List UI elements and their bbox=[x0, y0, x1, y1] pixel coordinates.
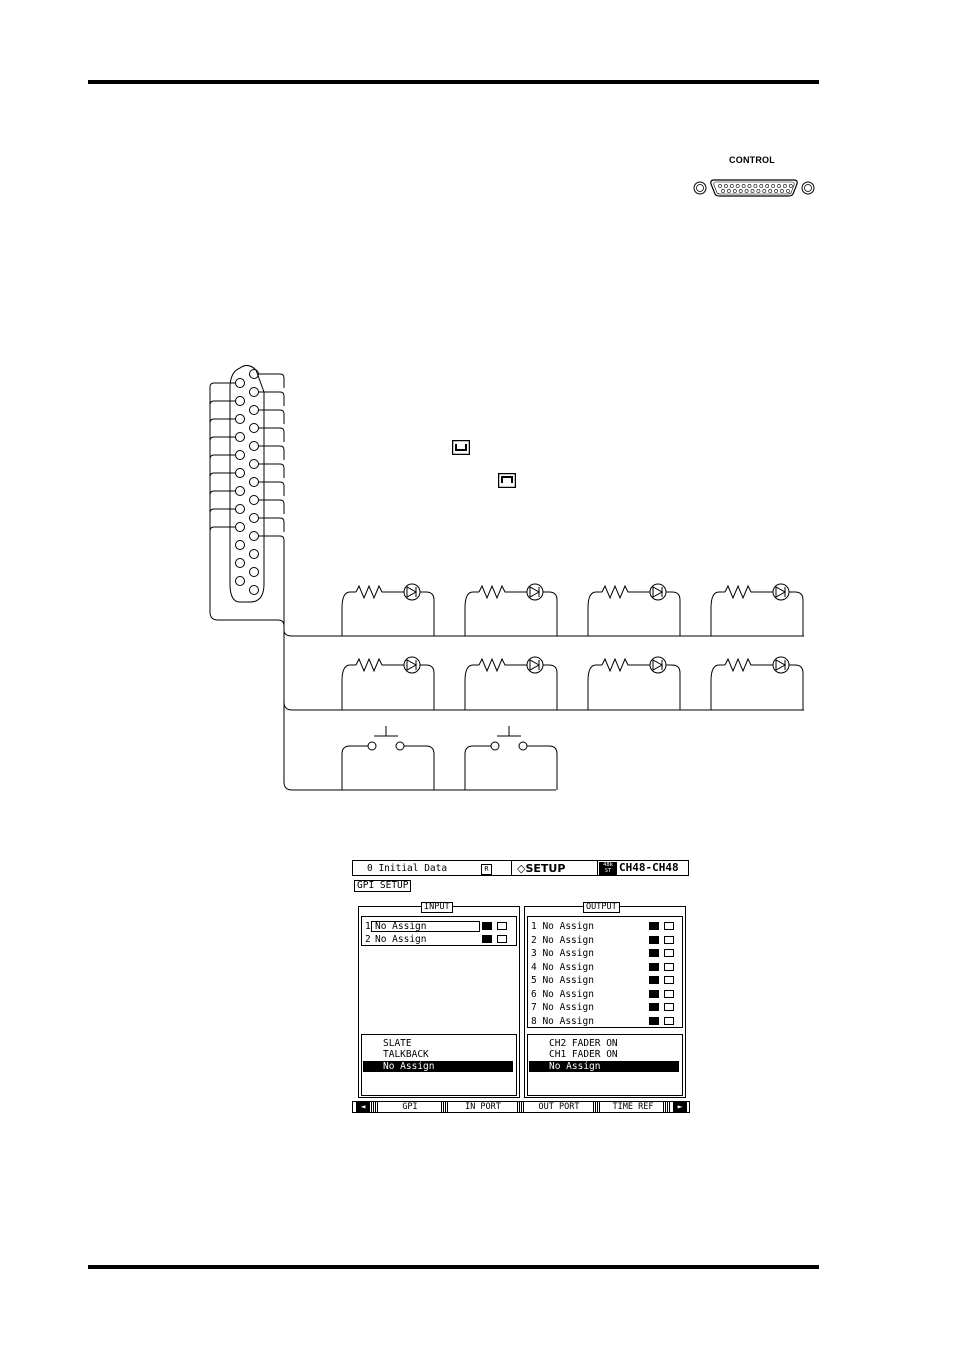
led-symbol bbox=[407, 587, 416, 597]
input-1-latch-icon[interactable] bbox=[482, 922, 492, 930]
pin-wire bbox=[259, 392, 285, 406]
input-1-polarity-icon[interactable] bbox=[497, 922, 507, 930]
tab-separator bbox=[441, 1102, 449, 1112]
connector-pin bbox=[236, 577, 245, 586]
output-row[interactable]: 2 No Assign bbox=[531, 934, 594, 946]
led-branch bbox=[420, 592, 434, 636]
connector-pin bbox=[236, 523, 245, 532]
switch-branch bbox=[465, 746, 491, 790]
led-symbol bbox=[404, 584, 420, 600]
pin-wire bbox=[259, 500, 285, 514]
r-mark: R bbox=[481, 864, 492, 875]
output-list-item-selected[interactable]: No Assign bbox=[529, 1061, 679, 1072]
resistor-symbol bbox=[602, 659, 650, 671]
connector-pin bbox=[236, 451, 245, 460]
output-row[interactable]: 6 No Assign bbox=[531, 988, 594, 1000]
connector-pin bbox=[775, 189, 778, 192]
output-pulse-low-icon[interactable] bbox=[664, 976, 674, 984]
led-symbol bbox=[527, 657, 543, 673]
output-row[interactable]: 8 No Assign bbox=[531, 1015, 594, 1027]
connector-pin bbox=[236, 541, 245, 550]
page-title: GPI SETUP bbox=[354, 880, 411, 892]
connector-pin bbox=[789, 184, 792, 187]
led-branch bbox=[543, 665, 557, 710]
led-symbol bbox=[653, 587, 662, 597]
led-branch bbox=[711, 665, 725, 710]
led-symbol bbox=[653, 660, 662, 670]
output-pulse-low-icon[interactable] bbox=[664, 1003, 674, 1011]
output-pulse-high-icon[interactable] bbox=[649, 1017, 659, 1025]
output-pulse-low-icon[interactable] bbox=[664, 949, 674, 957]
connector-pin bbox=[760, 184, 763, 187]
resistor-symbol bbox=[725, 586, 773, 598]
top-rule bbox=[88, 80, 819, 84]
connector-pin bbox=[250, 424, 259, 433]
bus-row-2 bbox=[284, 702, 804, 710]
connector-pin bbox=[751, 189, 754, 192]
connector-pin bbox=[763, 189, 766, 192]
led-symbol bbox=[650, 657, 666, 673]
pin-wire bbox=[210, 455, 236, 459]
led-branch bbox=[465, 665, 479, 710]
lcd-header bbox=[352, 860, 689, 876]
tab-separator bbox=[517, 1102, 525, 1112]
tab-in-port[interactable]: IN PORT bbox=[465, 1102, 501, 1112]
connector-pin bbox=[736, 184, 739, 187]
output-pulse-high-icon[interactable] bbox=[649, 936, 659, 944]
sample-rate-bottom: ST bbox=[604, 868, 612, 874]
input-2-latch-icon[interactable] bbox=[482, 935, 492, 943]
switch-branch bbox=[527, 746, 557, 790]
scene-name: 0 Initial Data bbox=[367, 863, 448, 874]
led-symbol bbox=[650, 584, 666, 600]
connector-pin bbox=[236, 379, 245, 388]
led-symbol bbox=[776, 660, 785, 670]
sample-rate-top: 48k bbox=[603, 862, 613, 868]
connector-pin bbox=[250, 406, 259, 415]
tab-bar bbox=[352, 1101, 690, 1113]
bottom-rule bbox=[88, 1265, 819, 1269]
led-branch bbox=[666, 665, 680, 710]
led-branch bbox=[588, 592, 602, 636]
output-pulse-low-icon[interactable] bbox=[664, 963, 674, 971]
ground-bus bbox=[210, 387, 556, 790]
output-list-item[interactable]: CH1 FADER ON bbox=[549, 1049, 618, 1060]
connector-pin bbox=[739, 189, 742, 192]
tab-scroll-left-icon[interactable]: ◄ bbox=[356, 1102, 370, 1112]
connector-pin bbox=[769, 189, 772, 192]
output-pulse-high-icon[interactable] bbox=[649, 1003, 659, 1011]
connector-pin bbox=[733, 189, 736, 192]
output-list-item[interactable]: CH2 FADER ON bbox=[549, 1038, 618, 1049]
connector-pin bbox=[786, 189, 789, 192]
header-divider bbox=[511, 861, 512, 875]
output-panel-title: OUTPUT bbox=[583, 902, 620, 913]
pin-wire bbox=[259, 482, 285, 496]
led-branch bbox=[543, 592, 557, 636]
input-2-assign-value[interactable]: No Assign bbox=[375, 934, 427, 945]
connector-pin bbox=[250, 496, 259, 505]
connector-pin bbox=[236, 469, 245, 478]
connector-pin bbox=[730, 184, 733, 187]
tab-separator bbox=[663, 1102, 671, 1112]
pin-wire bbox=[210, 437, 236, 441]
pin-wire bbox=[210, 473, 236, 477]
led-branch bbox=[465, 592, 479, 636]
led-symbol bbox=[776, 587, 785, 597]
tab-time-ref[interactable]: TIME REF bbox=[612, 1102, 654, 1112]
output-pulse-low-icon[interactable] bbox=[664, 922, 674, 930]
connector-pin bbox=[236, 415, 245, 424]
output-row[interactable]: 4 No Assign bbox=[531, 961, 594, 973]
connector-pin bbox=[250, 478, 259, 487]
led-branch bbox=[588, 665, 602, 710]
input-row-number: 1 bbox=[365, 921, 371, 932]
switch-contact bbox=[368, 742, 376, 750]
tab-separator bbox=[371, 1102, 379, 1112]
connector-pin bbox=[250, 568, 259, 577]
connector-pin bbox=[250, 514, 259, 523]
led-symbol bbox=[530, 587, 539, 597]
output-pulse-high-icon[interactable] bbox=[649, 990, 659, 998]
led-symbol bbox=[404, 657, 420, 673]
connector-pin bbox=[780, 189, 783, 192]
connector-pin bbox=[250, 442, 259, 451]
pin-wire bbox=[259, 446, 285, 460]
channel-label: CH48-CH48 bbox=[619, 861, 679, 874]
connector-pin bbox=[772, 184, 775, 187]
connector-pin bbox=[236, 433, 245, 442]
pin-wire bbox=[259, 536, 285, 550]
connector-pin bbox=[727, 189, 730, 192]
switch-contact bbox=[491, 742, 499, 750]
led-symbol bbox=[407, 660, 416, 670]
led-symbol bbox=[773, 584, 789, 600]
output-row[interactable]: 3 No Assign bbox=[531, 948, 594, 959]
pin-wire bbox=[259, 410, 285, 424]
pin-wire bbox=[210, 383, 236, 387]
connector-pin bbox=[721, 189, 724, 192]
resistor-symbol bbox=[479, 586, 527, 598]
connector-pin bbox=[766, 184, 769, 187]
connector-pin bbox=[748, 184, 751, 187]
connector-pin bbox=[250, 586, 259, 595]
led-branch bbox=[420, 665, 434, 710]
input-2-polarity-icon[interactable] bbox=[497, 935, 507, 943]
resistor-symbol bbox=[479, 659, 527, 671]
output-pulse-low-icon[interactable] bbox=[664, 990, 674, 998]
tab-gpi[interactable]: GPI bbox=[402, 1102, 418, 1112]
input-list-item[interactable]: TALKBACK bbox=[383, 1049, 429, 1060]
tab-separator bbox=[593, 1102, 601, 1112]
connector-pin bbox=[745, 189, 748, 192]
connector-pin bbox=[777, 184, 780, 187]
pin-wire bbox=[210, 491, 236, 495]
output-pulse-high-icon[interactable] bbox=[649, 949, 659, 957]
output-pulse-low-icon[interactable] bbox=[664, 1017, 674, 1025]
connector-pin bbox=[236, 505, 245, 514]
sample-rate-badge bbox=[599, 862, 617, 875]
connector-pin bbox=[742, 184, 745, 187]
connector-pin bbox=[724, 184, 727, 187]
connector-pin bbox=[236, 487, 245, 496]
switch-branch bbox=[342, 746, 368, 790]
dsub-25-connector-icon bbox=[692, 176, 822, 200]
tab-out-port[interactable]: OUT PORT bbox=[538, 1102, 580, 1112]
pin-wire bbox=[259, 374, 285, 388]
pin-wire bbox=[259, 464, 285, 478]
switch-actuator bbox=[497, 726, 521, 736]
control-connector-label: CONTROL bbox=[729, 155, 775, 165]
output-pulse-low-icon[interactable] bbox=[664, 936, 674, 944]
pin-wire bbox=[210, 509, 236, 513]
input-1-assign-value[interactable]: No Assign bbox=[375, 921, 427, 932]
connector-pin bbox=[236, 559, 245, 568]
led-branch bbox=[666, 592, 680, 636]
resistor-symbol bbox=[602, 586, 650, 598]
pin-wire bbox=[210, 419, 236, 423]
switch-contact bbox=[396, 742, 404, 750]
led-symbol bbox=[773, 657, 789, 673]
resistor-symbol bbox=[356, 586, 404, 598]
pin-wire bbox=[259, 518, 285, 532]
pin-wire bbox=[210, 527, 236, 531]
header-divider bbox=[597, 861, 598, 875]
connector-pin bbox=[754, 184, 757, 187]
output-pulse-high-icon[interactable] bbox=[649, 922, 659, 930]
connector-pin bbox=[718, 184, 721, 187]
led-symbol bbox=[527, 584, 543, 600]
output-pulse-high-icon[interactable] bbox=[649, 976, 659, 984]
led-branch bbox=[342, 665, 356, 710]
input-list-item-selected[interactable]: No Assign bbox=[363, 1061, 513, 1072]
switch-contact bbox=[519, 742, 527, 750]
tab-scroll-right-icon[interactable]: ► bbox=[673, 1102, 687, 1112]
switch-branch bbox=[404, 746, 434, 790]
connector-pin bbox=[250, 460, 259, 469]
connector-pin bbox=[250, 550, 259, 559]
resistor-symbol bbox=[356, 659, 404, 671]
connector-pin bbox=[250, 388, 259, 397]
led-symbol bbox=[530, 660, 539, 670]
pin-wire bbox=[210, 401, 236, 405]
pin-wire bbox=[259, 428, 285, 442]
led-branch bbox=[789, 592, 803, 636]
output-row[interactable]: 7 No Assign bbox=[531, 1002, 594, 1013]
output-row[interactable]: 1 No Assign bbox=[531, 921, 594, 932]
connector-pin bbox=[250, 532, 259, 541]
led-branch bbox=[711, 592, 725, 636]
output-row[interactable]: 5 No Assign bbox=[531, 975, 594, 986]
connector-pin bbox=[783, 184, 786, 187]
connector-pin bbox=[236, 397, 245, 406]
gpi-wiring-diagram bbox=[200, 362, 810, 802]
input-list-item[interactable]: SLATE bbox=[383, 1038, 412, 1049]
resistor-symbol bbox=[725, 659, 773, 671]
led-branch bbox=[789, 665, 803, 710]
input-panel-title: INPUT bbox=[421, 902, 453, 913]
input-row-number: 2 bbox=[365, 934, 371, 945]
connector-pin bbox=[757, 189, 760, 192]
setup-label: ◇SETUP bbox=[517, 862, 566, 875]
output-pulse-high-icon[interactable] bbox=[649, 963, 659, 971]
switch-actuator bbox=[374, 726, 398, 736]
led-branch bbox=[342, 592, 356, 636]
gpi-setup-lcd-screen bbox=[352, 860, 690, 1113]
